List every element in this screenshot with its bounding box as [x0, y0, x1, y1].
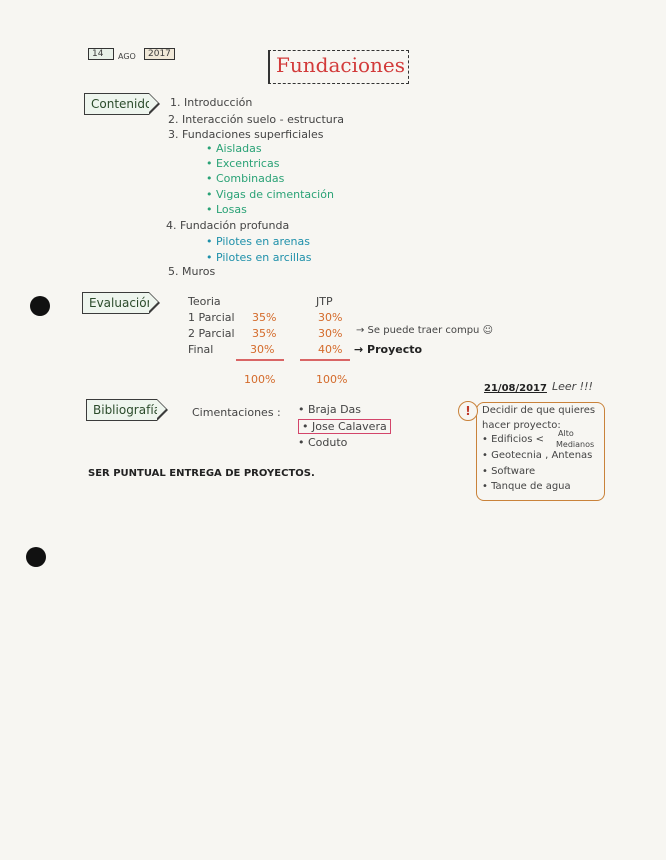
- eval-row-1-label: 1 Parcial: [188, 311, 235, 324]
- superficial-aisladas: • Aisladas: [206, 142, 262, 155]
- side-note-line-1: Decidir de que quieres: [482, 405, 596, 416]
- binder-hole-top: [30, 296, 50, 316]
- superficial-losas: • Losas: [206, 203, 247, 216]
- eval-row-3-teoria: 30%: [250, 343, 275, 356]
- contenido-item-5: 5. Muros: [168, 265, 216, 278]
- evaluacion-tag-label: Evaluación: [89, 296, 155, 310]
- eval-underline-teoria: [236, 359, 284, 361]
- eval-col-teoria: Teoria: [188, 295, 221, 308]
- bibliografia-tag-label: Bibliografía: [93, 403, 162, 417]
- contenido-tag-label: Contenido: [91, 97, 153, 111]
- side-note-date: 21/08/2017: [484, 383, 547, 394]
- eval-col-jtp: JTP: [316, 295, 333, 308]
- eval-row-1-teoria: 35%: [252, 311, 277, 324]
- bibliografia-tag: [86, 399, 162, 421]
- contenido-item-2: 2. Interacción suelo - estructura: [168, 113, 345, 126]
- contenido-item-4: 4. Fundación profunda: [166, 219, 290, 232]
- side-note-line-4: • Geotecnia , Antenas: [482, 450, 593, 461]
- superficial-vigas: • Vigas de cimentación: [206, 188, 334, 201]
- profunda-arenas: • Pilotes en arenas: [206, 235, 310, 248]
- eval-row-3-jtp: 40%: [318, 343, 343, 356]
- profunda-arcillas: • Pilotes en arcillas: [206, 251, 312, 264]
- title-box: [268, 50, 409, 84]
- side-note-medianos: Medianos: [556, 440, 595, 449]
- superficial-excentricas: • Excentricas: [206, 157, 280, 170]
- side-note-line-3: • Edificios <: [482, 434, 544, 445]
- eval-row-2-teoria: 35%: [252, 327, 277, 340]
- evaluacion-tag: [82, 292, 155, 314]
- contenido-item-3: 3. Fundaciones superficiales: [168, 128, 324, 141]
- eval-note-compu: → Se puede traer compu ☺: [356, 325, 494, 336]
- side-note-line-5: • Software: [482, 466, 536, 477]
- bib-item-calavera: • Jose Calavera: [298, 419, 391, 434]
- date-day: 14: [88, 48, 114, 60]
- exclamation-icon: !: [458, 401, 478, 421]
- bib-item-coduto: • Coduto: [298, 436, 348, 449]
- contenido-item-1: 1. Introducción: [170, 96, 253, 109]
- bib-item-braja: • Braja Das: [298, 403, 362, 416]
- eval-total-jtp: 100%: [316, 373, 348, 386]
- side-note-leer: Leer !!!: [552, 380, 593, 393]
- footer-note: SER PUNTUAL ENTREGA DE PROYECTOS.: [88, 468, 315, 479]
- eval-row-2-label: 2 Parcial: [188, 327, 235, 340]
- side-note-alto: Alto: [558, 429, 574, 438]
- side-note-line-6: • Tanque de agua: [482, 481, 571, 492]
- binder-hole-bottom: [26, 547, 46, 567]
- eval-total-teoria: 100%: [244, 373, 276, 386]
- eval-row-3-label: Final: [188, 343, 214, 356]
- side-note-line-2: hacer proyecto:: [482, 420, 561, 431]
- eval-note-proyecto: → Proyecto: [354, 343, 423, 356]
- superficial-combinadas: • Combinadas: [206, 172, 285, 185]
- page-title: Fundaciones: [276, 53, 405, 77]
- date-year: 2017: [144, 48, 175, 60]
- contenido-tag: [84, 93, 153, 115]
- eval-row-1-jtp: 30%: [318, 311, 343, 324]
- eval-row-2-jtp: 30%: [318, 327, 343, 340]
- eval-underline-jtp: [300, 359, 350, 361]
- date-month: AGO: [118, 52, 136, 61]
- bibliografia-label: Cimentaciones :: [192, 406, 281, 419]
